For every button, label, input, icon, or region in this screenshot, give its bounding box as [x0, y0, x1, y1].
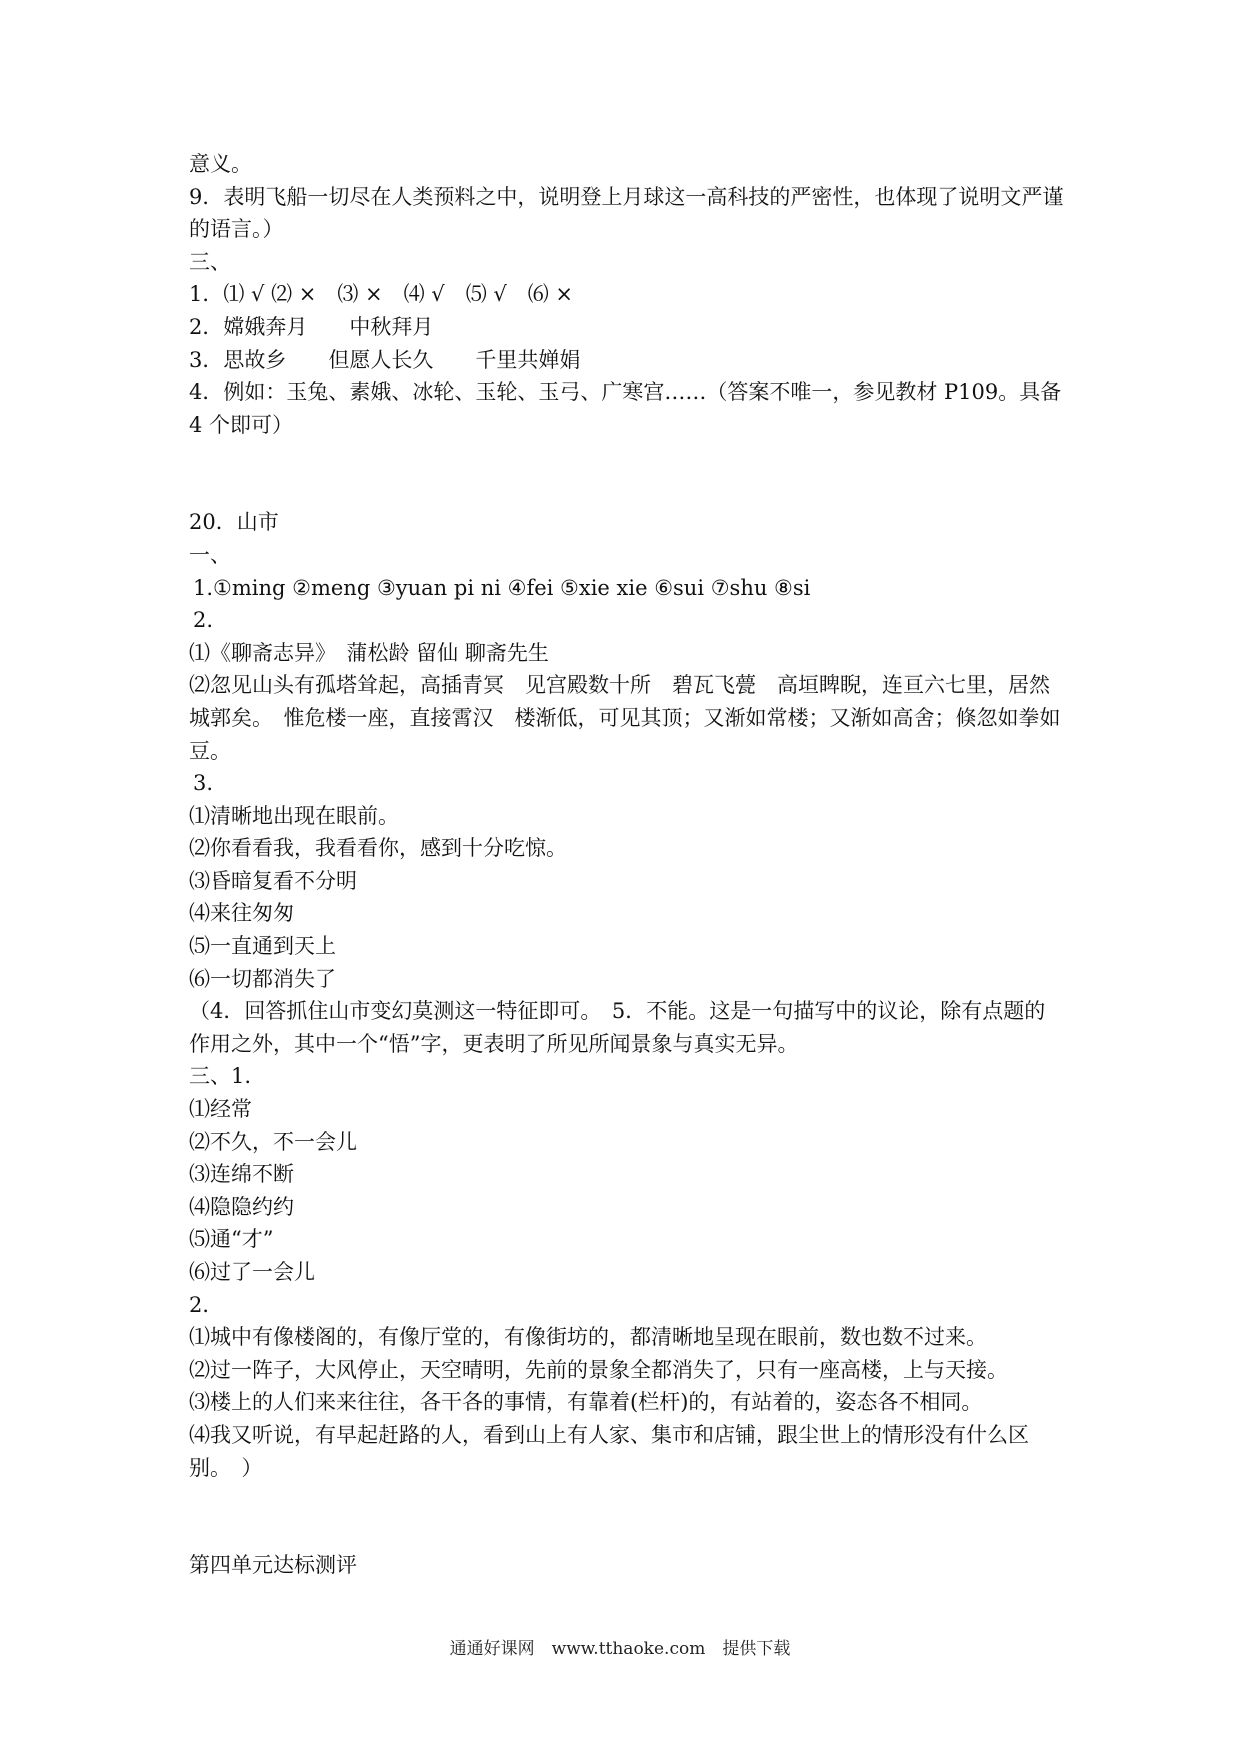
section-heading: 一、: [189, 542, 231, 567]
text-line: ⑵你看看我，我看看你，感到十分吃惊。: [189, 836, 567, 861]
text-line: 1．⑴ √ ⑵ × ⑶ × ⑷ √ ⑸ √ ⑹ ×: [189, 282, 574, 307]
question-label: 3.: [193, 771, 214, 796]
text-line: ⑶楼上的人们来来往往，各干各的事情，有靠着(栏杆)的，有站着的，姿态各不相同。: [189, 1390, 983, 1415]
text-line: ⑵忽见山头有孤塔耸起，高插青冥 见宫殿数十所 碧瓦飞甍 高垣睥睨，连亘六七里，居然城郭矣。 惟危楼一座，直接霄汉 楼渐低，可见其顶；又渐如常楼；又渐如高舍；倏忽如拳如豆。: [189, 673, 1061, 763]
page-footer: 通通好课网 www.tthaoke.com 提供下载: [449, 1639, 791, 1659]
unit-title: 第四单元达标测评: [189, 1553, 357, 1578]
text-line: ⑸一直通到天上: [189, 934, 336, 959]
text-line: ⑷来往匆匆: [189, 901, 294, 926]
text-line: ⑴清晰地出现在眼前。: [189, 803, 399, 828]
section-gap: [189, 441, 1065, 506]
text-line: 2．嫦娥奔月 中秋拜月: [189, 314, 434, 339]
text-line: 9．表明飞船一切尽在人类预料之中，说明登上月球这一高科技的严密性，也体现了说明文严谨的语言。）: [189, 184, 1064, 242]
text-line: ⑵不久，不一会儿: [189, 1129, 357, 1154]
text-line: 3．思故乡 但愿人长久 千里共婵娟: [189, 347, 581, 372]
text-line: ⑵过一阵子，大风停止，天空晴明，先前的景象全都消失了，只有一座高楼，上与天接。: [189, 1357, 1008, 1382]
text-line: ⑴《聊斋志异》 蒲松龄 留仙 聊斋先生: [189, 640, 549, 665]
text-line: ⑶昏暗复看不分明: [189, 868, 357, 893]
text-line: ⑴经常: [189, 1097, 252, 1122]
text-line: ⑹一切都消失了: [189, 966, 336, 991]
section-heading: 三、1.: [189, 1064, 252, 1089]
lesson-title: 20．山市: [189, 510, 279, 535]
text-line: 意义。: [189, 152, 252, 176]
text-line: ⑷隐隐约约: [189, 1194, 294, 1219]
question-label: 2.: [193, 608, 214, 633]
section-gap: [189, 1484, 1065, 1549]
text-line: ⑸通“才”: [189, 1227, 274, 1252]
section-heading: 三、: [189, 249, 231, 274]
text-line: 1.①ming ②meng ③yuan pi ni ④fei ⑤xie xie ⑥sui ⑦shu ⑧si: [193, 575, 811, 600]
text-line: （4．回答抓住山市变幻莫测这一特征即可。 5．不能。这是一句描写中的议论，除有点题的作用之外，其中一个“悟”字，更表明了所见所闻景象与真实无异。: [189, 999, 1046, 1056]
question-label: 2．: [189, 1292, 224, 1317]
text-line: ⑶连绵不断: [189, 1162, 294, 1187]
text-line: ⑴城中有像楼阁的，有像厅堂的，有像街坊的，都清晰地呈现在眼前，数也数不过来。: [189, 1325, 987, 1350]
text-line: ⑷我又听说，有早起赶路的人，看到山上有人家、集市和店铺，跟尘世上的情形没有什么区别。 ）: [189, 1422, 1029, 1480]
text-line: ⑹过了一会儿: [189, 1260, 315, 1284]
document-body: [189, 148, 1065, 1582]
text-line: 4．例如：玉兔、素娥、冰轮、玉轮、玉弓、广寒宫……（答案不唯一，参见教材 P109。具备 4 个即可）: [189, 380, 1062, 437]
